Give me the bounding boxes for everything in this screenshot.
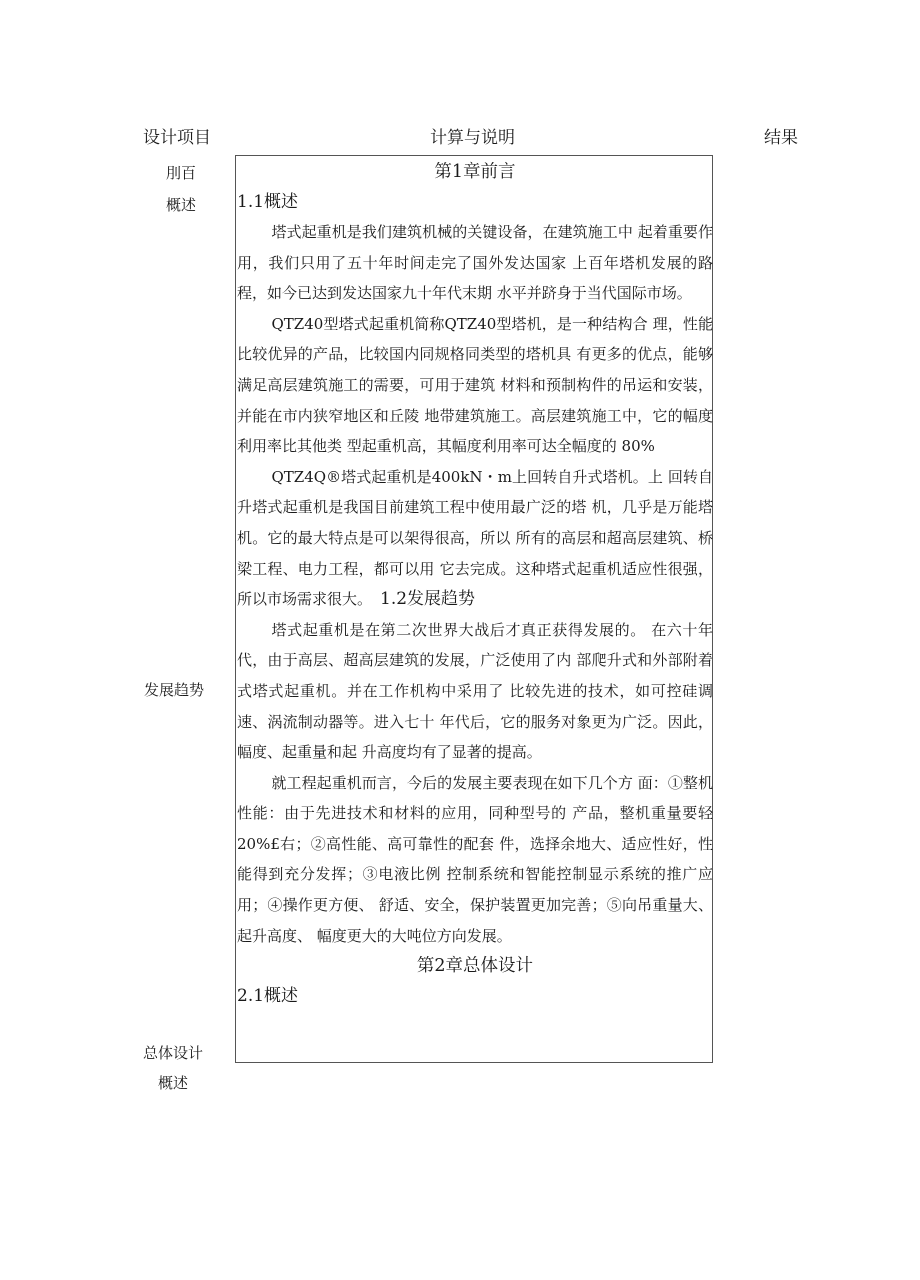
side-label-trend: 发展趋势: [144, 681, 205, 699]
side-label-overview: 概述: [166, 196, 197, 214]
section-1-1-title: 1.1概述: [237, 192, 299, 212]
header-design-item: 设计项目: [143, 128, 211, 148]
paragraph-5: 就工程起重机而言，今后的发展主要表现在如下几个方 面：①整机性能：由于先进技术和材料的应用，同种型号的 产品，整机重量要轻20%£右；②高性能、高可靠性的配套 件，选择余地大、适应性好，性能得到充分发挥；③电液比例 控制系统和智能控制显示系统的推广应用；④操作更方便、 舒适、安全，保护装置更加完善；⑤向吊重量大、起升高度、 幅度更大的大吨位方向发展。: [237, 773, 713, 945]
header-calculation: 计算与说明: [430, 128, 515, 148]
section-2-1-title: 2.1概述: [237, 986, 299, 1007]
paragraph-1: 塔式起重机是我们建筑机械的关键设备，在建筑施工中 起着重要作用，我们只用了五十年时间走完了国外发达国家 上百年塔机发展的路程，如今已达到发达国家九十年代末期 水平并跻身于当代国际市场。: [237, 223, 713, 303]
paragraph-2: QTZ40型塔式起重机简称QTZ40型塔机，是一种结构合 理，性能比较优异的产品，比较国内同规格同类型的塔机具 有更多的优点，能够满足高层建筑施工的需要，可用于建筑 材料和预制构件的吊运和安装，并能在市内狭窄地区和丘陵 地带建筑施工。高层建筑施工中，它的幅度利用率比其他类 型起重机高，其幅度利用率可达全幅度的 80%: [237, 314, 713, 456]
paragraph-4: 塔式起重机是在第二次世界大战后才真正获得发展的。 在六十年代，由于高层、超高层建筑的发展，广泛使用了内 部爬升式和外部附着式塔式起重机。并在工作机构中采用了 比较先进的技术，如可控硅调速、涡流制动器等。进入七十 年代后，它的服务对象更为广泛。因此，幅度、起重量和起 升高度均有了显著的提高。: [237, 620, 713, 762]
paragraph-3: [237, 462, 713, 615]
main-content: [237, 157, 713, 1011]
header-result: 结果: [764, 128, 798, 148]
side-label-preface: 刖百: [166, 164, 197, 182]
chapter-1-title: 第1章前言: [434, 162, 516, 182]
section-1-2-title: 1.2发展趋势: [380, 589, 476, 610]
side-label-design: 总体设计: [143, 1044, 204, 1062]
chapter-2-title: 第2章总体设计: [416, 956, 534, 977]
paragraph-3-text: QTZ4Q®塔式起重机是400kN・m上回转自升式塔机。上 回转自升塔式起重机是我国目前建筑工程中使用最广泛的塔 机，几乎是万能塔机。它的最大特点是可以架得很高，所以 所有的高层和超高层建筑、桥梁工程、电力工程，都可以用 它去完成。这种塔式起重机适应性很强，所以市场需求很大。: [237, 467, 713, 609]
side-label-design-overview: 概述: [158, 1074, 189, 1092]
